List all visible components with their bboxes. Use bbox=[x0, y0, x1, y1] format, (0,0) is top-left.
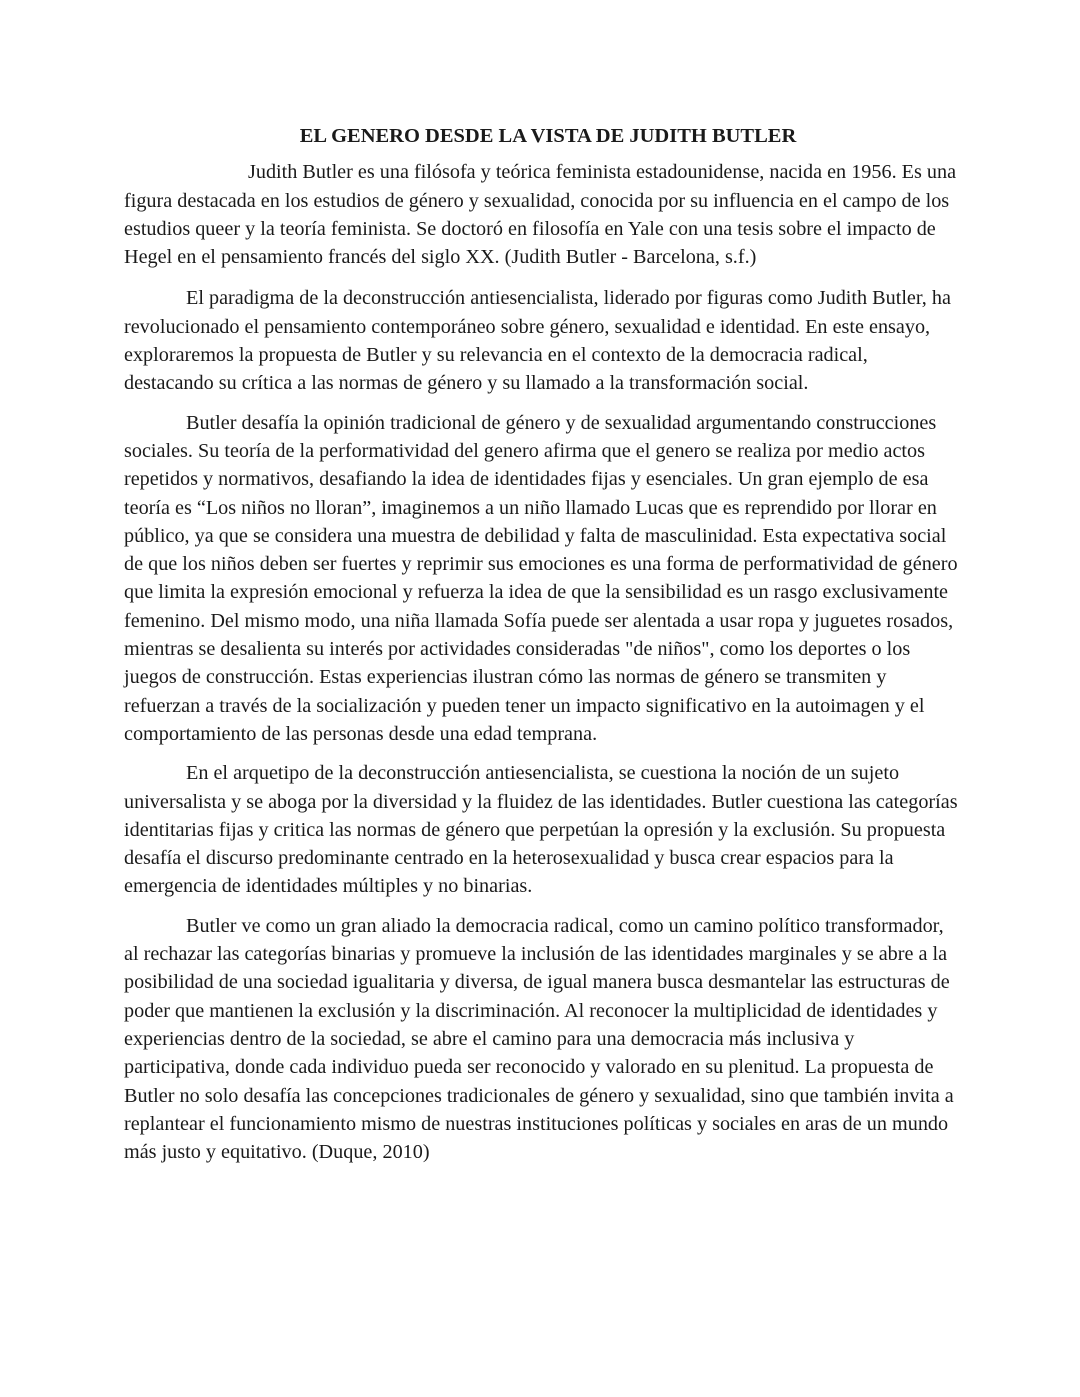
document-body bbox=[124, 122, 958, 1177]
paragraph-radical-democracy: Butler ve como un gran aliado la democracia radical, como un camino político transformador, al rechazar las categorías binarias y promueve la inclusión de las identidades marginales y se abre a la posibilidad de una sociedad igualitaria y diversa, de igual manera busca desmantelar las estructuras de poder que mantienen la exclusión y la discriminación. Al reconocer la multiplicidad de identidades y experiencias dentro de la sociedad, se abre el camino para una democracia más inclusiva y participativa, donde cada individuo pueda ser reconocido y valorado en su plenitud. La propuesta de Butler no solo desafía las concepciones tradicionales de género y sexualidad, sino que también invita a replantear el funcionamiento mismo de nuestras instituciones políticas y sociales en aras de un mundo más justo y equitativo. (Duque, 2010) bbox=[124, 914, 954, 1164]
paragraph-intro: Judith Butler es una filósofa y teórica feminista estadounidense, nacida en 1956. Es una figura destacada en los estudios de género y sexualidad, conocida por su influencia en el campo de los estudios queer y la teoría feminista. Se doctoró en filosofía en Yale con una tesis sobre el impacto de Hegel en el pensamiento francés del siglo XX. (Judith Butler - Barcelona, s.f.) bbox=[124, 161, 957, 269]
document-title: EL GENERO DESDE LA VISTA DE JUDITH BUTLER bbox=[299, 125, 797, 147]
paragraph-archetype: En el arquetipo de la deconstrucción antiesencialista, se cuestiona la noción de un sujeto universalista y se aboga por la diversidad y la fluidez de las identidades. Butler cuestiona las categorías identitarias fijas y critica las normas de género que perpetúan la opresión y la exclusión. Su propuesta desafía el discurso predominante centrado en la heterosexualidad y busca crear espacios para la emergencia de identidades múltiples y no binarias. bbox=[124, 762, 958, 898]
paragraph-performativity: Butler desafía la opinión tradicional de género y de sexualidad argumentando construcciones sociales. Su teoría de la performatividad del genero afirma que el genero se realiza por medio actos repetidos y normativos, desafiando la idea de identidades fijas y esenciales. Un gran ejemplo de esa teoría es “Los niños no lloran”, imaginemos a un niño llamado Lucas que es reprendido por llorar en público, ya que se considera una muestra de debilidad y falta de masculinidad. Esta expectativa social de que los niños deben ser fuertes y reprimir sus emociones es una forma de performatividad de género que limita la expresión emocional y refuerza la idea de que la sensibilidad es un rasgo exclusivamente femenino. Del mismo modo, una niña llamada Sofía puede ser alentada a usar ropa y juguetes rosados, mientras se desalienta su interés por actividades consideradas "de niños", como los deportes o los juegos de construcción. Estas experiencias ilustran cómo las normas de género se transmiten y refuerzan a través de la socialización y pueden tener un impacto significativo en la autoimagen y el comportamiento de las personas desde una edad temprana. bbox=[124, 411, 958, 745]
paragraph-paradigm: El paradigma de la deconstrucción antiesencialista, liderado por figuras como Judith Butler, ha revolucionado el pensamiento contemporáneo sobre género, sexualidad e identidad. En este ensayo, exploraremos la propuesta de Butler y su relevancia en el contexto de la democracia radical, destacando su crítica a las normas de género y su llamado a la transformación social. bbox=[124, 287, 951, 395]
